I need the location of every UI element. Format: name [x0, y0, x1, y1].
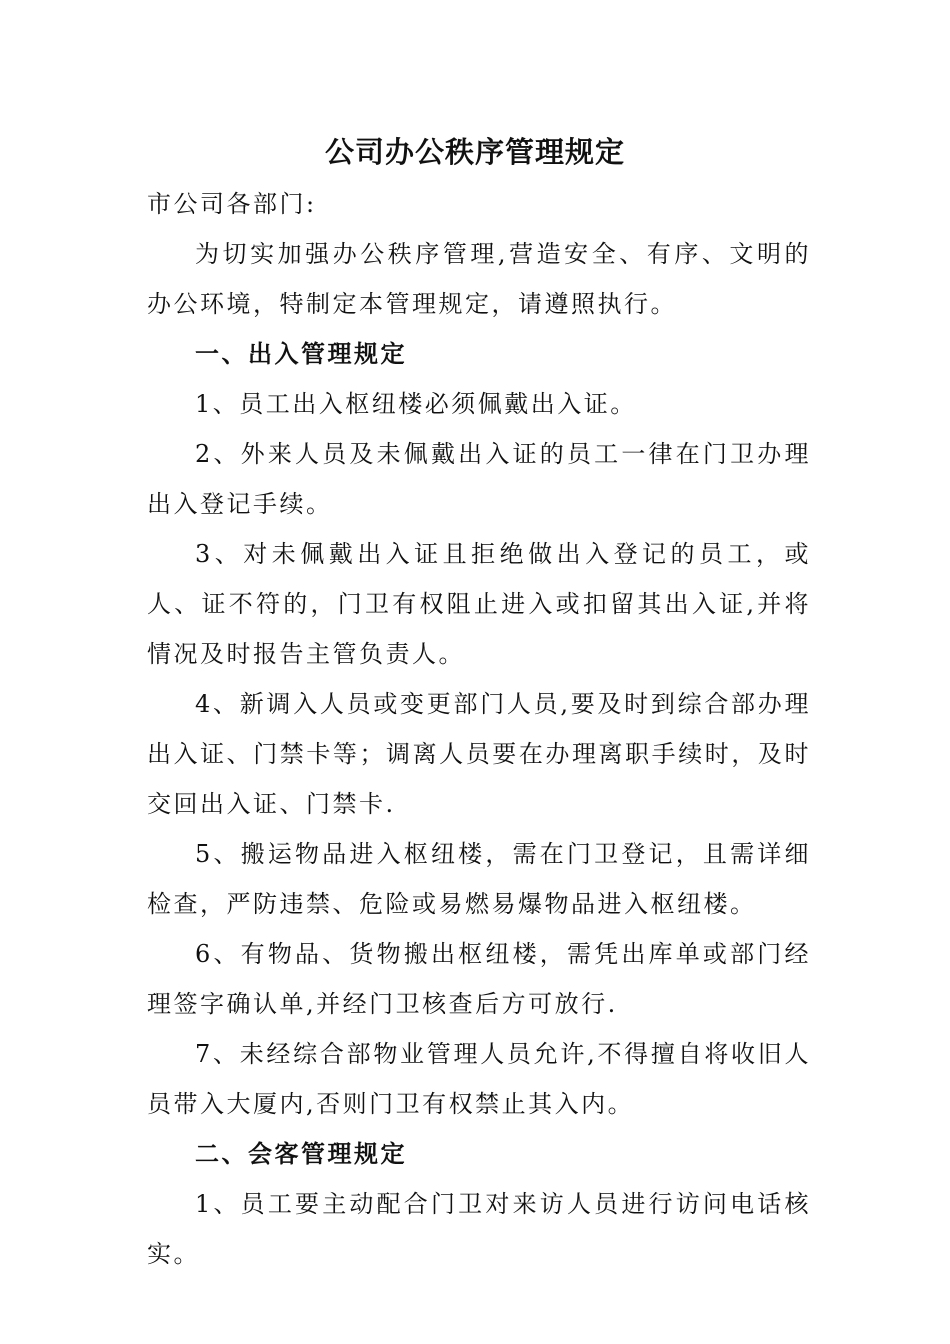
- salutation: 市公司各部门:: [147, 190, 317, 218]
- document-body: [147, 179, 811, 1279]
- section1-item-1: 1、员工出入枢纽楼必须佩戴出入证。: [195, 390, 637, 418]
- section-heading-visitors: 二、会客管理规定: [195, 1139, 407, 1168]
- section1-item-6: 6、有物品、货物搬出枢纽楼，需凭出库单或部门经理签字确认单,并经门卫核查后方可放行.: [147, 940, 811, 1018]
- section2-item-1: 1、员工要主动配合门卫对来访人员进行访问电话核实。: [147, 1190, 811, 1268]
- section1-item-4: 4、新调入人员或变更部门人员,要及时到综合部办理出入证、门禁卡等；调离人员要在办理离职手续时，及时交回出入证、门禁卡.: [147, 690, 811, 818]
- section1-item-2: 2、外来人员及未佩戴出入证的员工一律在门卫办理出入登记手续。: [147, 440, 811, 518]
- intro-paragraph: 为切实加强办公秩序管理,营造安全、有序、文明的办公环境，特制定本管理规定，请遵照执行。: [147, 240, 811, 318]
- document-title: 公司办公秩序管理规定: [324, 135, 625, 169]
- section1-item-5: 5、搬运物品进入枢纽楼，需在门卫登记，且需详细检查，严防违禁、危险或易燃易爆物品进入枢纽楼。: [147, 840, 811, 918]
- section1-item-7: 7、未经综合部物业管理人员允许,不得擅自将收旧人员带入大厦内,否则门卫有权禁止其入内。: [147, 1040, 811, 1118]
- section1-item-3: 3、对未佩戴出入证且拒绝做出入登记的员工，或人、证不符的，门卫有权阻止进入或扣留其出入证,并将情况及时报告主管负责人。: [147, 540, 811, 668]
- section-heading-entry-exit: 一、出入管理规定: [195, 339, 407, 368]
